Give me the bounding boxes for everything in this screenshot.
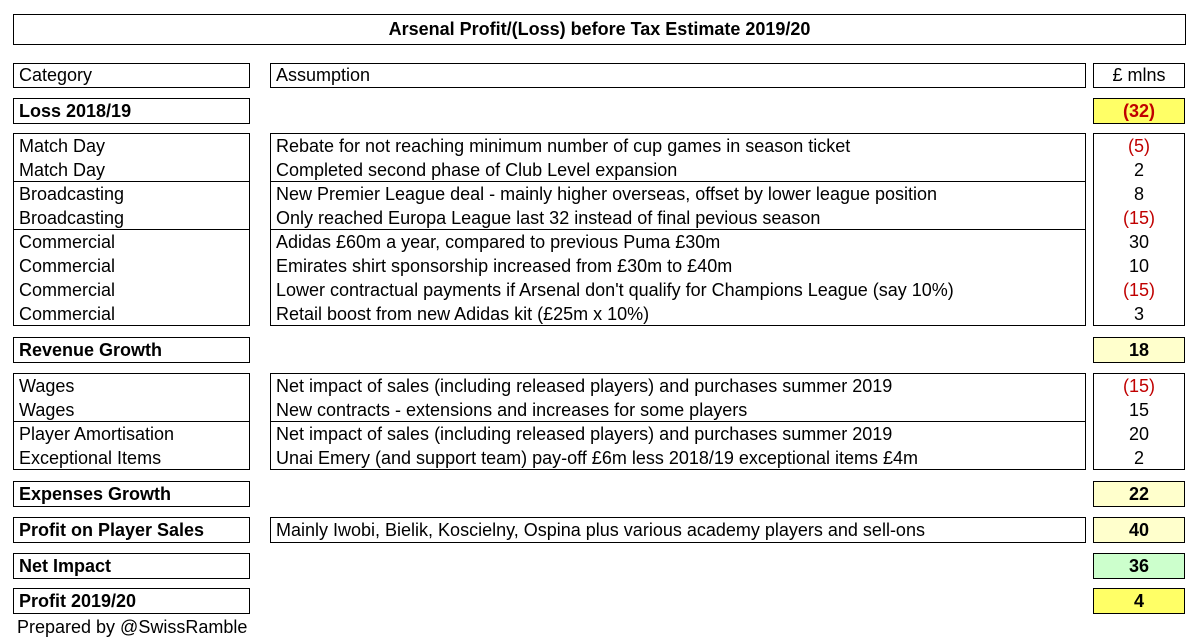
expense-row-assumption: Unai Emery (and support team) pay-off £6m less 2018/19 exceptional items £4m: [276, 448, 918, 468]
loss-2018-label: Loss 2018/19: [19, 101, 132, 121]
revenue-row-assumption: New Premier League deal - mainly higher overseas, offset by lower league position: [276, 184, 938, 204]
revenue-row-value: (15): [1122, 208, 1155, 228]
revenue-row-assumption: Lower contractual payments if Arsenal don't qualify for Champions League (say 10%): [276, 280, 954, 300]
loss-2018-value: (32): [1122, 101, 1155, 121]
expense-row-assumption: Net impact of sales (including released players) and purchases summer 2019: [276, 424, 893, 444]
assumption-header-box: [270, 63, 1086, 88]
revenue-row-category: Commercial: [19, 304, 116, 324]
revenue-row-category: Commercial: [19, 256, 116, 276]
revenue-row-value: 10: [1128, 256, 1150, 276]
revenue-row-assumption: Adidas £60m a year, compared to previous Puma £30m: [276, 232, 721, 252]
revenue-row-assumption: Only reached Europa League last 32 instead of final pevious season: [276, 208, 821, 228]
expense-row-category: Wages: [19, 376, 75, 396]
expense-row-assumption: New contracts - extensions and increases for some players: [276, 400, 748, 420]
expense-row-assumption: Net impact of sales (including released players) and purchases summer 2019: [276, 376, 893, 396]
player-sales-assumption: Mainly Iwobi, Bielik, Koscielny, Ospina plus various academy players and sell-ons: [276, 520, 925, 540]
expenses-growth-label: Expenses Growth: [19, 484, 172, 504]
net-impact-value: 36: [1128, 556, 1150, 576]
revenue-row-value: 8: [1133, 184, 1144, 204]
player-sales-value: 40: [1128, 520, 1150, 540]
revenue-row-assumption: Emirates shirt sponsorship increased from £30m to £40m: [276, 256, 733, 276]
footer-credit: Prepared by @SwissRamble: [17, 617, 248, 637]
revenue-row-category: Broadcasting: [19, 208, 125, 228]
revenue-row-value: (15): [1122, 280, 1155, 300]
profit-2019-value: 4: [1133, 591, 1144, 611]
revenue-row-assumption: Rebate for not reaching minimum number of cup games in season ticket: [276, 136, 851, 156]
value-header: £ mlns: [1112, 65, 1166, 85]
revenue-growth-label: Revenue Growth: [19, 340, 163, 360]
expense-row-value: 2: [1133, 448, 1144, 468]
expense-row-category: Player Amortisation: [19, 424, 175, 444]
expense-row-category: Wages: [19, 400, 75, 420]
player-sales-label: Profit on Player Sales: [19, 520, 205, 540]
net-impact-label: Net Impact: [19, 556, 112, 576]
revenue-row-value: (5): [1128, 136, 1150, 156]
assumption-header: Assumption: [276, 65, 371, 85]
expenses-growth-value: 22: [1128, 484, 1150, 504]
revenue-growth-value: 18: [1128, 340, 1150, 360]
revenue-row-category: Commercial: [19, 280, 116, 300]
profit-2019-label: Profit 2019/20: [19, 591, 137, 611]
revenue-row-assumption: Completed second phase of Club Level expansion: [276, 160, 678, 180]
revenue-row-category: Match Day: [19, 160, 106, 180]
revenue-row-category: Commercial: [19, 232, 116, 252]
revenue-row-value: 2: [1133, 160, 1144, 180]
revenue-row-category: Broadcasting: [19, 184, 125, 204]
revenue-row-value: 3: [1133, 304, 1144, 324]
revenue-row-value: 30: [1128, 232, 1150, 252]
expense-row-value: (15): [1122, 376, 1155, 396]
expense-row-category: Exceptional Items: [19, 448, 162, 468]
category-header: Category: [19, 65, 93, 85]
expense-row-value: 20: [1128, 424, 1150, 444]
revenue-row-category: Match Day: [19, 136, 106, 156]
table-title: Arsenal Profit/(Loss) before Tax Estimate 2019/20: [13, 14, 1186, 45]
revenue-row-assumption: Retail boost from new Adidas kit (£25m x 10%): [276, 304, 650, 324]
expense-row-value: 15: [1128, 400, 1150, 420]
